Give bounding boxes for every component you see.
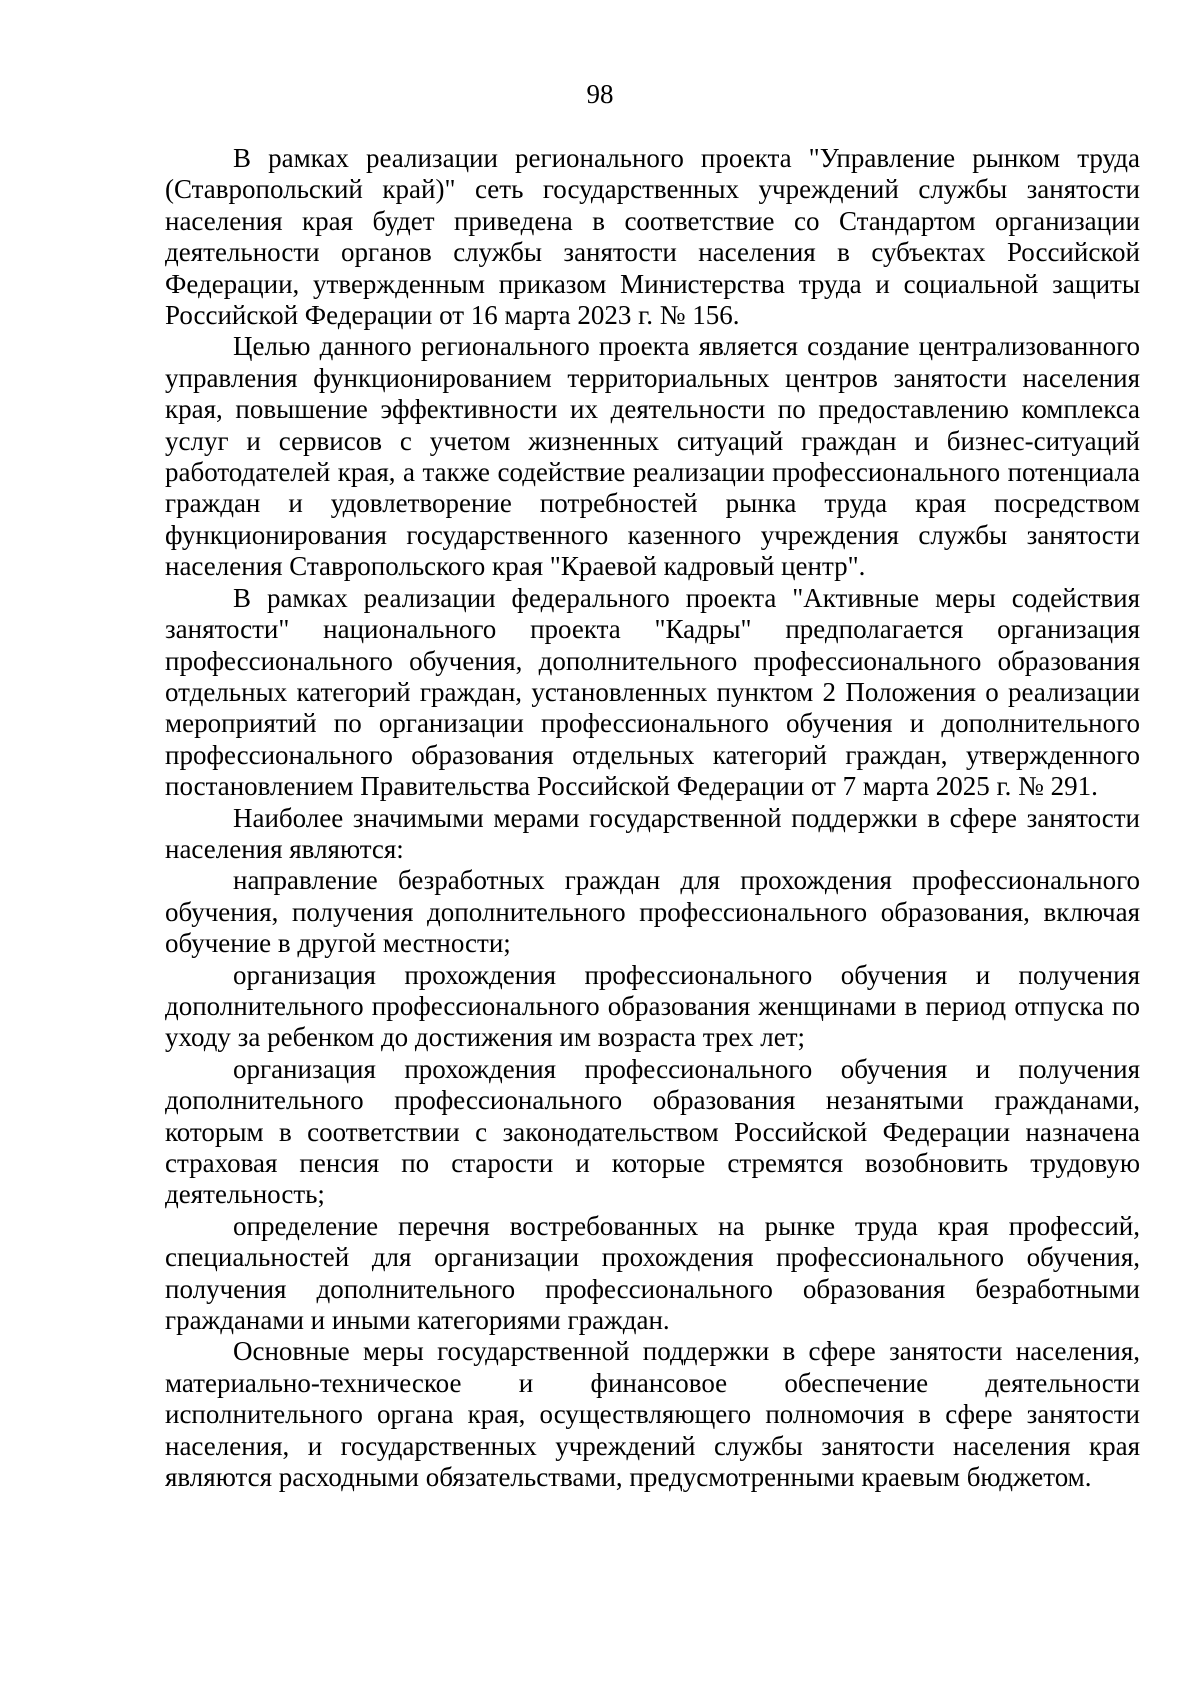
list-item-unemployed-training: направление безработных граждан для прохождения профессионального обучения, получения дополнительного профессионального образования, включая обучение в другой местности; — [165, 865, 1140, 959]
list-item-demanded-professions: определение перечня востребованных на рынке труда края профессий, специальностей для организации прохождения профессионального обучения, получения дополнительного профессионального образования безработными гражданами и иными категориями граждан. — [165, 1210, 1140, 1336]
paragraph-support-measures-intro: Наиболее значимыми мерами государственной поддержки в сфере занятости населения являются: — [165, 802, 1140, 864]
page-number: 98 — [586, 79, 614, 109]
paragraph-regional-project-standard: В рамках реализации регионального проекта "Управление рынком труда (Ставропольский край)" сеть государственных учреждений службы занятости населения края будет приведена в соответствие со Стандартом организации деятельности органов службы занятости населения в субъектах Российской Федерации, утвержденным приказом Министерства труда и социальной защиты Российской Федерации от 16 марта 2023 г. № 156. — [165, 143, 1140, 331]
document-body — [165, 143, 1140, 1493]
list-item-pensioners-training: организация прохождения профессионального обучения и получения дополнительного профессионального образования незанятыми гражданами, которым в соответствии с законодательством Российской Федерации назначена страховая пенсия по старости и которые стремятся возобновить трудовую деятельность; — [165, 1053, 1140, 1210]
paragraph-budget-obligations: Основные меры государственной поддержки в сфере занятости населения, материально-техническое и финансовое обеспечение деятельности исполнительного органа края, осуществляющего полномочия в сфере занятости населения, и государственных учреждений службы занятости населения края являются расходными обязательствами, предусмотренными краевым бюджетом. — [165, 1336, 1140, 1493]
paragraph-federal-project: В рамках реализации федерального проекта "Активные меры содействия занятости" национального проекта "Кадры" предполагается организация профессионального обучения, дополнительного профессионального образования отдельных категорий граждан, установленных пунктом 2 Положения о реализации мероприятий по организации профессионального обучения и дополнительного профессионального образования отдельных категорий граждан, утвержденного постановлением Правительства Российской Федерации от 7 марта 2025 г. № 291. — [165, 582, 1140, 802]
paragraph-project-goal: Целью данного регионального проекта является создание централизованного управления функционированием территориальных центров занятости населения края, повышение эффективности их деятельности по предоставлению комплекса услуг и сервисов с учетом жизненных ситуаций граждан и бизнес-ситуаций работодателей края, а также содействие реализации профессионального потенциала граждан и удовлетворение потребностей рынка труда края посредством функционирования государственного казенного учреждения службы занятости населения Ставропольского края "Краевой кадровый центр". — [165, 331, 1140, 582]
list-item-women-parental-leave: организация прохождения профессионального обучения и получения дополнительного профессионального образования женщинами в период отпуска по уходу за ребенком до достижения им возраста трех лет; — [165, 959, 1140, 1053]
